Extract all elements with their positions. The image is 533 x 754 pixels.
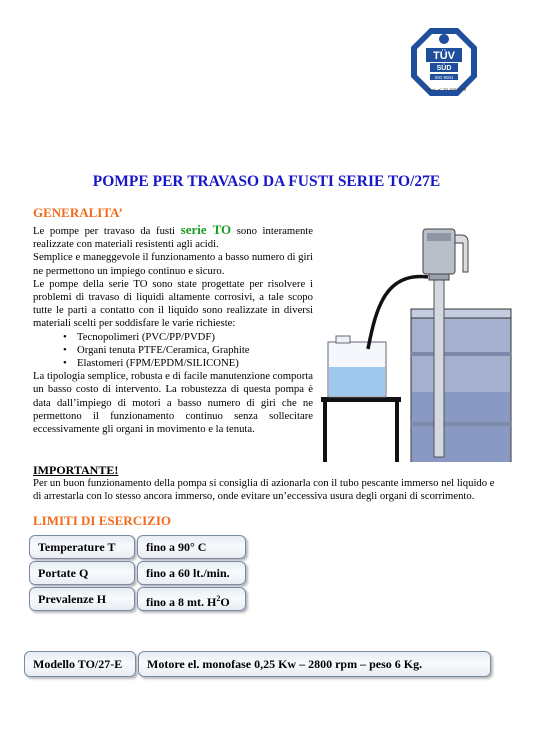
materials-list bbox=[33, 331, 313, 371]
important-heading: IMPORTANTE! bbox=[33, 463, 119, 477]
important-text: Per un buon funzionamento della pompa si consiglia di azionarla con il tubo pescante immerso nel liquido e di arrestarla con lo stesso ancora immerso, onde evitare un’eccessiva usura degli organi di scorrimento. bbox=[33, 477, 495, 503]
certificate-number: Cert. n° 50 100 6378 bbox=[427, 87, 467, 92]
paragraph-design: Le pompe della serie TO sono state progettate per risolvere i problemi di travaso di liquidi altamente corrosivi, a tale scopo tutte le parti a contatto con il liquido sono realizzate in diversi materiali scelti per soddisfare le varie richieste: bbox=[33, 277, 313, 330]
paragraph-intro: Le pompe per travaso da fusti serie TO sono interamente realizzate con materiali resistenti agli acidi. bbox=[33, 222, 313, 251]
logo-text-main: TÜV bbox=[433, 50, 455, 62]
limit-value-temperature: fino a 90° C bbox=[137, 535, 246, 559]
section-heading-generalita: GENERALITA’ bbox=[33, 205, 123, 220]
page-title: POMPE PER TRAVASO DA FUSTI SERIE TO/27E bbox=[92, 173, 441, 190]
logo-text-iso: ISO 9001 bbox=[434, 75, 454, 80]
limit-value-flow: fino a 60 lt./min. bbox=[137, 561, 246, 585]
list-item: • Tecnopolimeri (PVC/PP/PVDF) bbox=[77, 331, 313, 344]
paragraph-operation: Semplice e maneggevole il funzionamento a basso numero di giri ne permettono un impiego continuo e sicuro. bbox=[33, 251, 313, 277]
list-item: • Elastomeri (FPM/EPDM/SILICONE) bbox=[77, 357, 313, 370]
limit-label-temperature: Temperature T bbox=[29, 535, 135, 559]
logo-text-sub: SÜD bbox=[436, 65, 452, 72]
generalita-body bbox=[33, 223, 313, 436]
model-spec: Motore el. monofase 0,25 Kw – 2800 rpm – peso 6 Kg. bbox=[138, 651, 491, 677]
limit-label-head: Prevalenze H bbox=[29, 587, 135, 611]
section-heading-limiti: LIMITI DI ESERCIZIO bbox=[33, 513, 171, 528]
limit-value-head: fino a 8 mt. $H^2O$ bbox=[137, 587, 246, 611]
limit-label-flow: Portate Q bbox=[29, 561, 135, 585]
list-item: • Organi tenuta PTFE/Ceramica, Graphite bbox=[77, 344, 313, 357]
drum-pump-illustration bbox=[316, 217, 516, 462]
paragraph-maintenance: La tipologia semplice, robusta e di facile manutenzione comporta un basso costo di intervento. La robustezza di questa pompa è data dall’impiego di motori a basso numero di giri che ne permettono il funzionamento continuo senza sollecitare eccessivamente gli organi in movimento e la tenuta. bbox=[33, 370, 313, 436]
series-highlight: serie TO bbox=[180, 222, 232, 237]
model-label: Modello TO/27-E bbox=[24, 651, 136, 677]
